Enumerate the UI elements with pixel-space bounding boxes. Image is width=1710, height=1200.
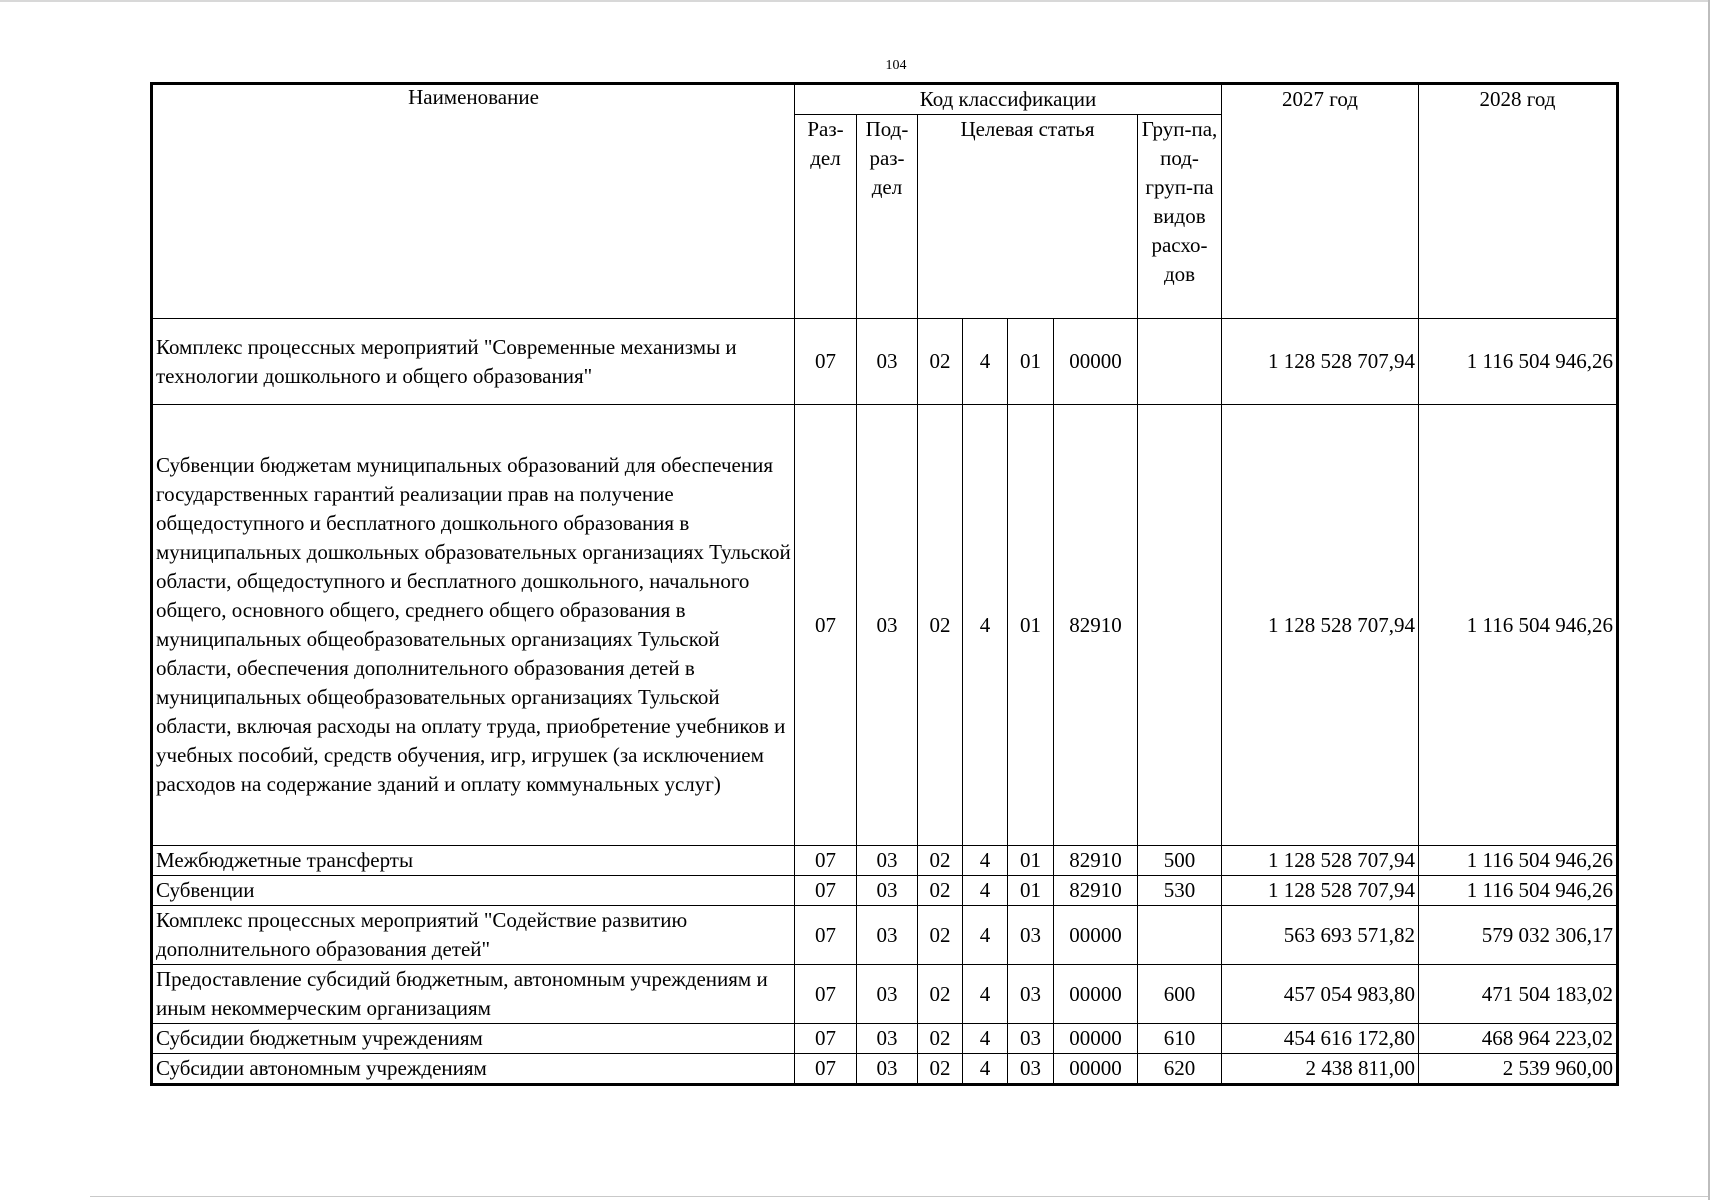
row-y2027-amount: 1 128 528 707,94 [1222, 876, 1419, 906]
header-razdel: Раз-дел [795, 115, 857, 319]
row-t2: 4 [963, 405, 1008, 846]
header-expense-type-group: Груп-па, под-груп-па видов расхо-дов [1138, 115, 1222, 319]
row-name: Субвенции бюджетам муниципальных образований для обеспечения государственных гарантий реализации прав на получение общедоступного и бесплатного дошкольного образования в муниципальных дошкольных образовательных организациях Тульской области, общедоступного и бесплатного дошкольного, начального общего, основного общего, среднего общего образования в муниципальных общеобразовательных организациях Тульской области, обеспечения дополнительного образования детей в муниципальных общеобразовательных организациях Тульской области, включая расходы на оплату труда, приобретение учебников и учебных пособий, средств обучения, игр, игрушек (за исключением расходов на содержание зданий и оплату коммунальных услуг) [152, 405, 795, 846]
table-row [152, 965, 1618, 1024]
row-t1: 02 [918, 405, 963, 846]
table-row [152, 1054, 1618, 1085]
row-t4: 82910 [1054, 405, 1138, 846]
row-y2028-amount: 468 964 223,02 [1419, 1024, 1618, 1054]
row-razdel: 07 [795, 965, 857, 1024]
scan-edge-top [0, 0, 1710, 2]
row-t3: 03 [1008, 906, 1054, 965]
row-t1: 02 [918, 1054, 963, 1085]
row-t3: 01 [1008, 319, 1054, 405]
row-y2028-amount: 1 116 504 946,26 [1419, 846, 1618, 876]
page-number: 104 [885, 58, 907, 73]
row-y2027-amount: 1 128 528 707,94 [1222, 846, 1419, 876]
header-name: Наименование [152, 84, 795, 319]
row-t4: 82910 [1054, 846, 1138, 876]
row-t2: 4 [963, 846, 1008, 876]
row-y2027-amount: 2 438 811,00 [1222, 1054, 1419, 1085]
row-t2: 4 [963, 319, 1008, 405]
row-vid [1138, 319, 1222, 405]
row-t1: 02 [918, 1024, 963, 1054]
row-podrazdel: 03 [857, 405, 918, 846]
row-name: Комплекс процессных мероприятий "Современные механизмы и технологии дошкольного и общего образования" [152, 319, 795, 405]
row-t3: 01 [1008, 876, 1054, 906]
header-year-2028: 2028 год [1419, 84, 1618, 319]
table-row [152, 876, 1618, 906]
row-vid: 530 [1138, 876, 1222, 906]
row-vid [1138, 906, 1222, 965]
row-t2: 4 [963, 965, 1008, 1024]
row-razdel: 07 [795, 1024, 857, 1054]
row-podrazdel: 03 [857, 965, 918, 1024]
row-t4: 00000 [1054, 965, 1138, 1024]
row-y2027-amount: 1 128 528 707,94 [1222, 319, 1419, 405]
row-t4: 82910 [1054, 876, 1138, 906]
row-t3: 03 [1008, 1024, 1054, 1054]
row-podrazdel: 03 [857, 846, 918, 876]
row-podrazdel: 03 [857, 1024, 918, 1054]
row-y2028-amount: 579 032 306,17 [1419, 906, 1618, 965]
row-t1: 02 [918, 319, 963, 405]
row-t4: 00000 [1054, 1054, 1138, 1085]
table-row [152, 405, 1618, 846]
row-y2027-amount: 454 616 172,80 [1222, 1024, 1419, 1054]
header-podrazdel: Под-раз-дел [857, 115, 918, 319]
row-t4: 00000 [1054, 1024, 1138, 1054]
row-podrazdel: 03 [857, 876, 918, 906]
header-year-2027: 2027 год [1222, 84, 1419, 319]
row-y2027-amount: 457 054 983,80 [1222, 965, 1419, 1024]
row-razdel: 07 [795, 846, 857, 876]
row-vid: 500 [1138, 846, 1222, 876]
row-t4: 00000 [1054, 319, 1138, 405]
table-body [152, 319, 1618, 1085]
row-name: Субвенции [152, 876, 795, 906]
row-t2: 4 [963, 906, 1008, 965]
row-y2027-amount: 563 693 571,82 [1222, 906, 1419, 965]
row-t3: 03 [1008, 965, 1054, 1024]
row-podrazdel: 03 [857, 319, 918, 405]
row-t3: 01 [1008, 405, 1054, 846]
row-y2028-amount: 1 116 504 946,26 [1419, 876, 1618, 906]
row-y2028-amount: 1 116 504 946,26 [1419, 319, 1618, 405]
row-vid [1138, 405, 1222, 846]
budget-table [150, 82, 1619, 1086]
row-razdel: 07 [795, 1054, 857, 1085]
row-t1: 02 [918, 906, 963, 965]
row-name: Комплекс процессных мероприятий "Содействие развитию дополнительного образования детей" [152, 906, 795, 965]
row-vid: 620 [1138, 1054, 1222, 1085]
row-t3: 03 [1008, 1054, 1054, 1085]
row-t2: 4 [963, 1054, 1008, 1085]
row-vid: 610 [1138, 1024, 1222, 1054]
row-razdel: 07 [795, 405, 857, 846]
row-t4: 00000 [1054, 906, 1138, 965]
row-name: Субсидии бюджетным учреждениям [152, 1024, 795, 1054]
row-t1: 02 [918, 965, 963, 1024]
header-target-article: Целевая статья [918, 115, 1138, 319]
row-t3: 01 [1008, 846, 1054, 876]
row-t1: 02 [918, 876, 963, 906]
row-podrazdel: 03 [857, 906, 918, 965]
table-row [152, 319, 1618, 405]
table-row [152, 846, 1618, 876]
row-y2028-amount: 2 539 960,00 [1419, 1054, 1618, 1085]
table-row [152, 906, 1618, 965]
table-row [152, 1024, 1618, 1054]
row-y2028-amount: 1 116 504 946,26 [1419, 405, 1618, 846]
row-y2028-amount: 471 504 183,02 [1419, 965, 1618, 1024]
row-podrazdel: 03 [857, 1054, 918, 1085]
row-t2: 4 [963, 876, 1008, 906]
row-name: Предоставление субсидий бюджетным, автономным учреждениям и иным некоммерческим организациям [152, 965, 795, 1024]
header-code-classification: Код классификации [795, 84, 1222, 115]
row-razdel: 07 [795, 876, 857, 906]
row-name: Субсидии автономным учреждениям [152, 1054, 795, 1085]
row-vid: 600 [1138, 965, 1222, 1024]
row-y2027-amount: 1 128 528 707,94 [1222, 405, 1419, 846]
row-razdel: 07 [795, 906, 857, 965]
scan-edge-bottom [90, 1196, 1708, 1197]
row-t1: 02 [918, 846, 963, 876]
row-t2: 4 [963, 1024, 1008, 1054]
row-name: Межбюджетные трансферты [152, 846, 795, 876]
row-razdel: 07 [795, 319, 857, 405]
